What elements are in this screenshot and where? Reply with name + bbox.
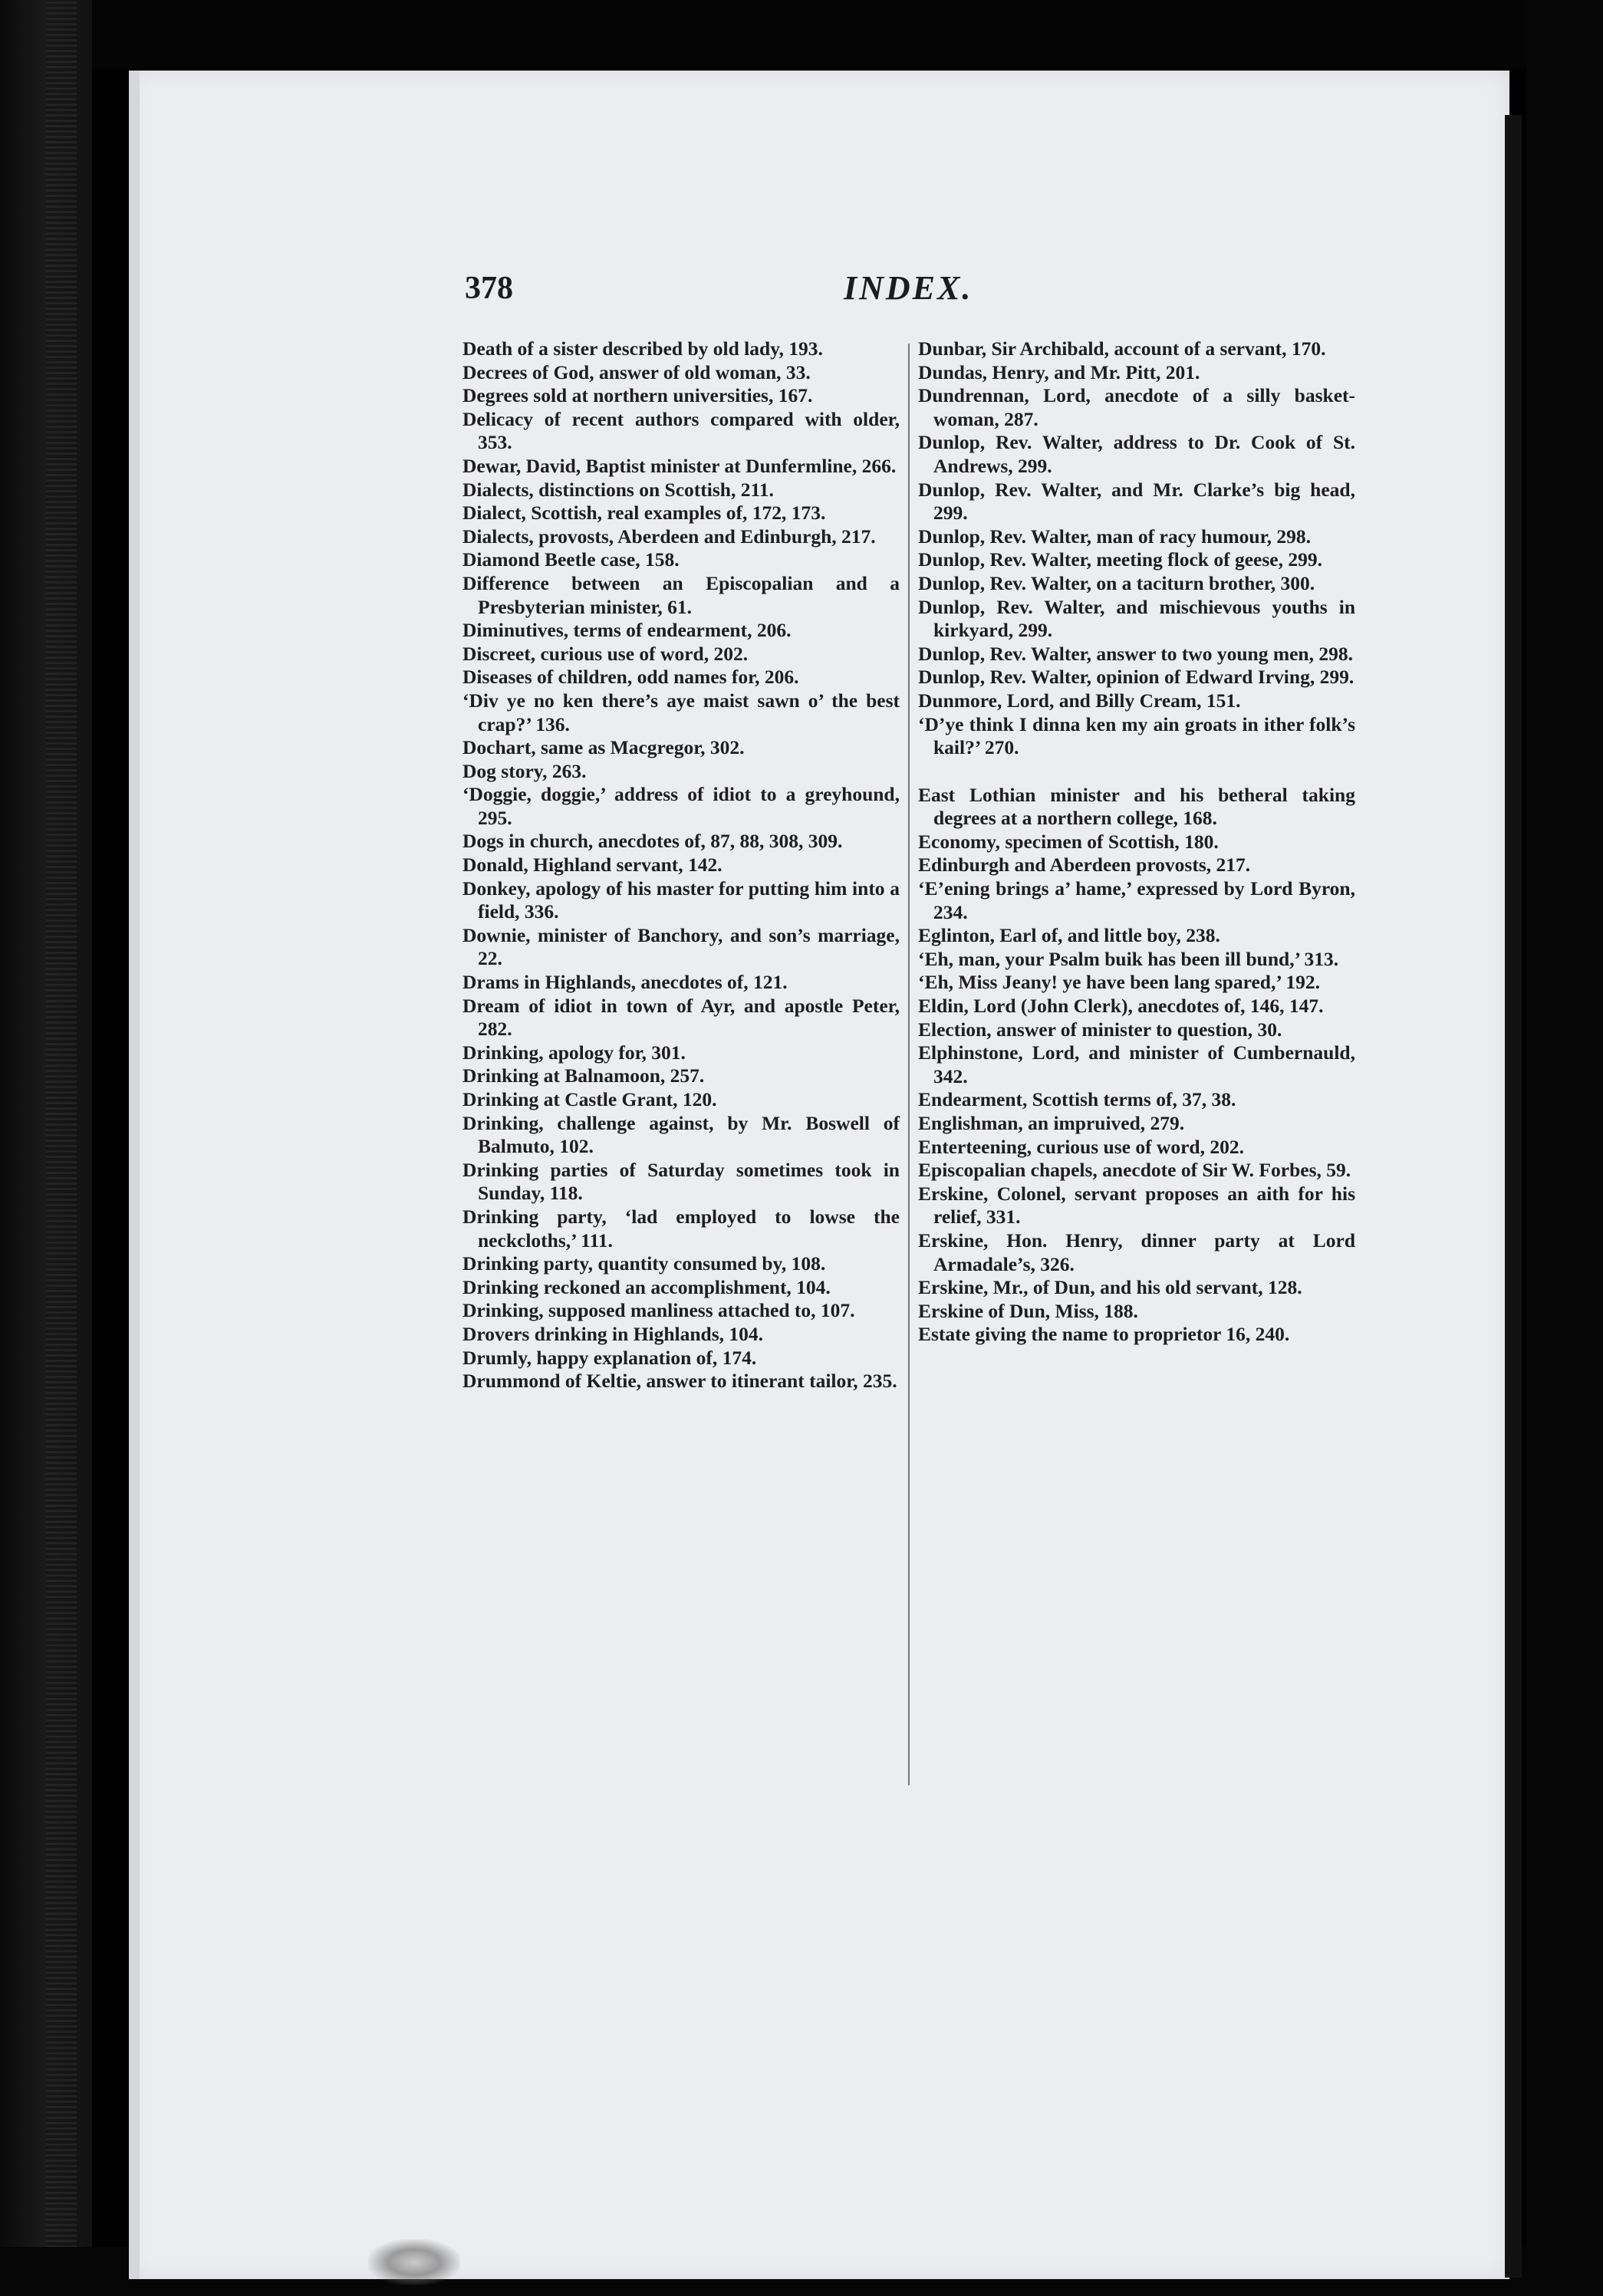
index-entry: Downie, minister of Banchory, and son’s marriage, 22. <box>462 923 900 970</box>
index-entry: Drinking, challenge against, by Mr. Boswell of Balmuto, 102. <box>462 1111 900 1158</box>
index-entry: Erskine of Dun, Miss, 188. <box>918 1299 1138 1322</box>
index-entry: Erskine, Mr., of Dun, and his old servant, 128. <box>918 1276 1302 1299</box>
index-entry: Dunlop, Rev. Walter, on a taciturn brother, 300. <box>918 571 1315 594</box>
index-entry: Drinking, supposed manliness attached to, 107. <box>462 1299 855 1322</box>
index-entry: Drinking party, ‘lad employed to lowse the neckcloths,’ 111. <box>462 1205 900 1252</box>
index-column-right <box>918 337 1355 1347</box>
book-spine <box>1505 115 1522 2278</box>
index-entry: Degrees sold at northern universities, 167. <box>462 384 813 407</box>
index-entry: Diminutives, terms of endearment, 206. <box>462 619 792 642</box>
index-entry: Dunlop, Rev. Walter, man of racy humour, 298. <box>918 525 1311 548</box>
index-entry: Drams in Highlands, anecdotes of, 121. <box>462 971 788 994</box>
index-entry: Dialects, provosts, Aberdeen and Edinburgh, 217. <box>462 525 876 548</box>
index-entry: Dunlop, Rev. Walter, address to Dr. Cook of St. Andrews, 299. <box>918 431 1355 477</box>
running-head: INDEX. <box>844 269 973 307</box>
index-entry: Drinking at Castle Grant, 120. <box>462 1088 717 1110</box>
index-entry: Election, answer of minister to question, 30. <box>918 1018 1282 1041</box>
index-entry: Dochart, same as Macgregor, 302. <box>462 736 745 759</box>
index-column-left <box>462 337 900 1393</box>
scan-smudge <box>368 2239 460 2285</box>
index-entry: Donald, Highland servant, 142. <box>462 854 723 877</box>
index-entry: Drinking party, quantity consumed by, 108. <box>462 1252 826 1275</box>
index-entry: Dunlop, Rev. Walter, meeting flock of geese, 299. <box>918 548 1322 571</box>
index-entry: Elphinstone, Lord, and minister of Cumbernauld, 342. <box>918 1041 1355 1087</box>
index-entry: Economy, specimen of Scottish, 180. <box>918 830 1219 853</box>
index-entry: Dunlop, Rev. Walter, and Mr. Clarke’s big head, 299. <box>918 478 1355 525</box>
scan-border-right <box>1526 0 1603 2296</box>
index-entry: Dream of idiot in town of Ayr, and apostle Peter, 282. <box>462 994 900 1041</box>
index-entry: ‘D’ye think I dinna ken my ain groats in ither folk’s kail?’ 270. <box>918 712 1355 759</box>
index-entry: Eldin, Lord (John Clerk), anecdotes of, 146, 147. <box>918 995 1324 1018</box>
index-entry: ‘Doggie, doggie,’ address of idiot to a greyhound, 295. <box>462 783 900 829</box>
index-entry: Drummond of Keltie, answer to itinerant tailor, 235. <box>462 1370 897 1393</box>
index-entry: Estate giving the name to proprietor 16, 240. <box>918 1323 1290 1346</box>
index-entry: Decrees of God, answer of old woman, 33. <box>462 360 811 383</box>
index-entry: Drinking at Balnamoon, 257. <box>462 1064 705 1087</box>
index-entry: Dialects, distinctions on Scottish, 211. <box>462 478 774 501</box>
index-entry: ‘Eh, man, your Psalm buik has been ill bund,’ 313. <box>918 947 1339 970</box>
index-entry: Drinking parties of Saturday sometimes took in Sunday, 118. <box>462 1158 900 1205</box>
index-entry: Diamond Beetle case, 158. <box>462 548 680 571</box>
index-entry: Drinking reckoned an accomplishment, 104. <box>462 1275 831 1298</box>
index-entry: Episcopalian chapels, anecdote of Sir W. Forbes, 59. <box>918 1159 1351 1182</box>
index-entry: Dundrennan, Lord, anecdote of a silly basket-woman, 287. <box>918 384 1355 430</box>
index-entry: Dialect, Scottish, real examples of, 172, 173. <box>462 502 826 525</box>
index-entry: Dunlop, Rev. Walter, and mischievous youths in kirkyard, 299. <box>918 595 1355 642</box>
index-entry: Discreet, curious use of word, 202. <box>462 642 749 665</box>
index-entry: Drovers drinking in Highlands, 104. <box>462 1322 764 1345</box>
index-entry: Dewar, David, Baptist minister at Dunfermline, 266. <box>462 454 897 477</box>
index-entry: ‘Eh, Miss Jeany! ye have been lang spared,’ 192. <box>918 971 1320 994</box>
index-entry: Dunmore, Lord, and Billy Cream, 151. <box>918 689 1241 712</box>
index-entry: Dogs in church, anecdotes of, 87, 88, 308, 309. <box>462 830 843 853</box>
index-entry: Death of a sister described by old lady, 193. <box>462 337 823 360</box>
index-entry: East Lothian minister and his betheral taking degrees at a northern college, 168. <box>918 783 1355 830</box>
index-entry: Dunlop, Rev. Walter, opinion of Edward Irving, 299. <box>918 666 1354 689</box>
index-entry: Donkey, apology of his master for putting him into a field, 336. <box>462 877 900 923</box>
index-entry: ‘Div ye no ken there’s aye maist sawn o’ the best crap?’ 136. <box>462 689 900 735</box>
scan-border-texture <box>46 0 77 2296</box>
index-entry: Dunbar, Sir Archibald, account of a servant, 170. <box>918 337 1326 360</box>
page-edge <box>129 71 140 2279</box>
index-entry: Eglinton, Earl of, and little boy, 238. <box>918 924 1220 947</box>
index-entry: Difference between an Episcopalian and a Presbyterian minister, 61. <box>462 571 900 618</box>
scan-border-top <box>0 0 1603 69</box>
index-entry: Edinburgh and Aberdeen provosts, 217. <box>918 854 1251 877</box>
page-number: 378 <box>465 271 513 306</box>
index-entry: Englishman, an impruived, 279. <box>918 1112 1185 1134</box>
index-entry: ‘E’ening brings a’ hame,’ expressed by Lord Byron, 234. <box>918 877 1355 923</box>
index-entry: Dog story, 263. <box>462 759 587 782</box>
index-entry: Delicacy of recent authors compared with older, 353. <box>462 407 900 454</box>
index-entry: Drinking, apology for, 301. <box>462 1041 686 1064</box>
index-entry: Dundas, Henry, and Mr. Pitt, 201. <box>918 360 1200 383</box>
index-entry: Dunlop, Rev. Walter, answer to two young men, 298. <box>918 642 1353 665</box>
column-divider <box>908 344 910 1785</box>
index-entry: Erskine, Colonel, servant proposes an aith for his relief, 331. <box>918 1182 1355 1229</box>
index-entry: Erskine, Hon. Henry, dinner party at Lord Armadale’s, 326. <box>918 1229 1355 1275</box>
index-entry: Endearment, Scottish terms of, 37, 38. <box>918 1088 1236 1111</box>
index-entry: Diseases of children, odd names for, 206. <box>462 666 799 689</box>
index-entry: Enterteening, curious use of word, 202. <box>918 1135 1244 1158</box>
index-entry: Drumly, happy explanation of, 174. <box>462 1346 757 1369</box>
